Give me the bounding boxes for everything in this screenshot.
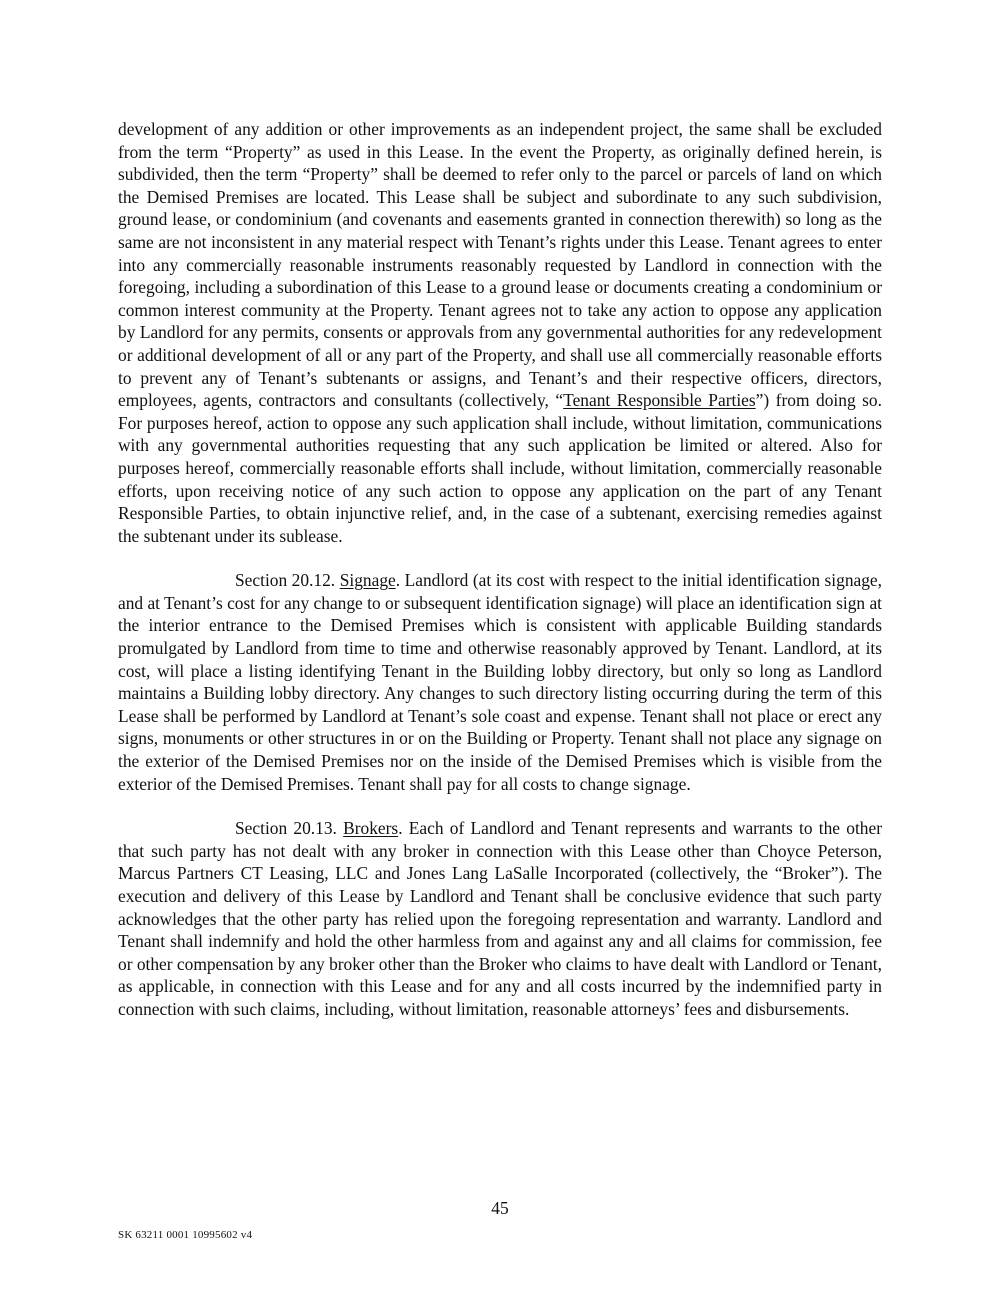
paragraph-text: ”) from doing so. For purposes hereof, action to oppose any such application shall include, without limitation, communications with any governmental authorities requesting that any such application be limited or altered. Also for purposes hereof, commercially reasonable efforts shall include, without limitation, commercially reasonable efforts, upon receiving notice of any such action to oppose any application on the part of any Tenant Responsible Parties, to obtain injunctive relief, and, in the case of a subtenant, exercising remedies against the subtenant under its sublease. [118,390,882,546]
paragraph-property-continuation [118,118,882,547]
paragraph-text: development of any addition or other improvements as an independent project, the same shall be excluded from the term “Property” as used in this Lease. In the event the Property, as originally defined herein, is subdivided, then the term “Property” shall be deemed to refer only to the parcel or parcels of land on which the Demised Premises are located. This Lease shall be subject and subordinate to any such subdivision, ground lease, or condominium (and covenants and easements granted in connection therewith) so long as the same are not inconsistent in any material respect with Tenant’s rights under this Lease. Tenant agrees to enter into any commercially reasonable instruments reasonably requested by Landlord in connection with the foregoing, including a subordination of this Lease to a ground lease or documents creating a condominium or common interest community at the Property. Tenant agrees not to take any action to oppose any application by Landlord for any permits, consents or approvals from any governmental authorities for any redevelopment or additional development of all or any part of the Property, and shall use all commercially reasonable efforts to prevent any of Tenant’s subtenants or assigns, and Tenant’s and their respective officers, directors, employees, agents, contractors and consultants (collectively, “ [118,119,882,411]
section-number: Section 20.13. [235,818,337,839]
document-id-footer: SK 63211 0001 10995602 v4 [118,1229,253,1241]
section-number: Section 20.12. [235,570,336,591]
defined-term-tenant-responsible-parties: Tenant Responsible Parties [563,390,756,411]
paragraph-text: . Landlord (at its cost with respect to the initial identification signage, and at Tenant’s cost for any change to or subsequent identification signage) will place an identification sign at the interior entrance to the Demised Premises which is consistent with applicable Building standards promulgated by Landlord from time to time and otherwise reasonably approved by Tenant. Landlord, at its cost, will place a listing identifying Tenant in the Building lobby directory, but only so long as Landlord maintains a Building lobby directory. Any changes to such directory listing occurring during the term of this Lease shall be performed by Landlord at Tenant’s sole coast and expense. Tenant shall not place or erect any signs, monuments or other structures in or on the Building or Property. Tenant shall not place any signage on the exterior of the Demised Premises nor on the inside of the Demised Premises which is visible from the exterior of the Demised Premises. Tenant shall pay for all costs to change signage. [118,570,882,794]
page-number: 45 [491,1198,509,1218]
paragraph-text: . Each of Landlord and Tenant represents and warrants to the other that such party has not dealt with any broker in connection with this Lease other than Choyce Peterson, Marcus Partners CT Leasing, LLC and Jones Lang LaSalle Incorporated (collectively, the “Broker”). The execution and delivery of this Lease by Landlord and Tenant shall be conclusive evidence that such party acknowledges that the other party has relied upon the foregoing representation and warranty. Landlord and Tenant shall indemnify and hold the other harmless from and against any and all claims for commission, fee or other compensation by any broker other than the Broker who claims to have dealt with Landlord or Tenant, as applicable, in connection with this Lease and for any and all costs incurred by the indemnified party in connection with such claims, including, without limitation, reasonable attorneys’ fees and disbursements. [118,818,882,1019]
document-body [118,118,882,1021]
paragraph-section-20-13-brokers [118,817,882,1020]
paragraph-section-20-12-signage [118,569,882,795]
section-heading-brokers: Brokers [343,818,399,839]
section-heading-signage: Signage [339,570,396,591]
